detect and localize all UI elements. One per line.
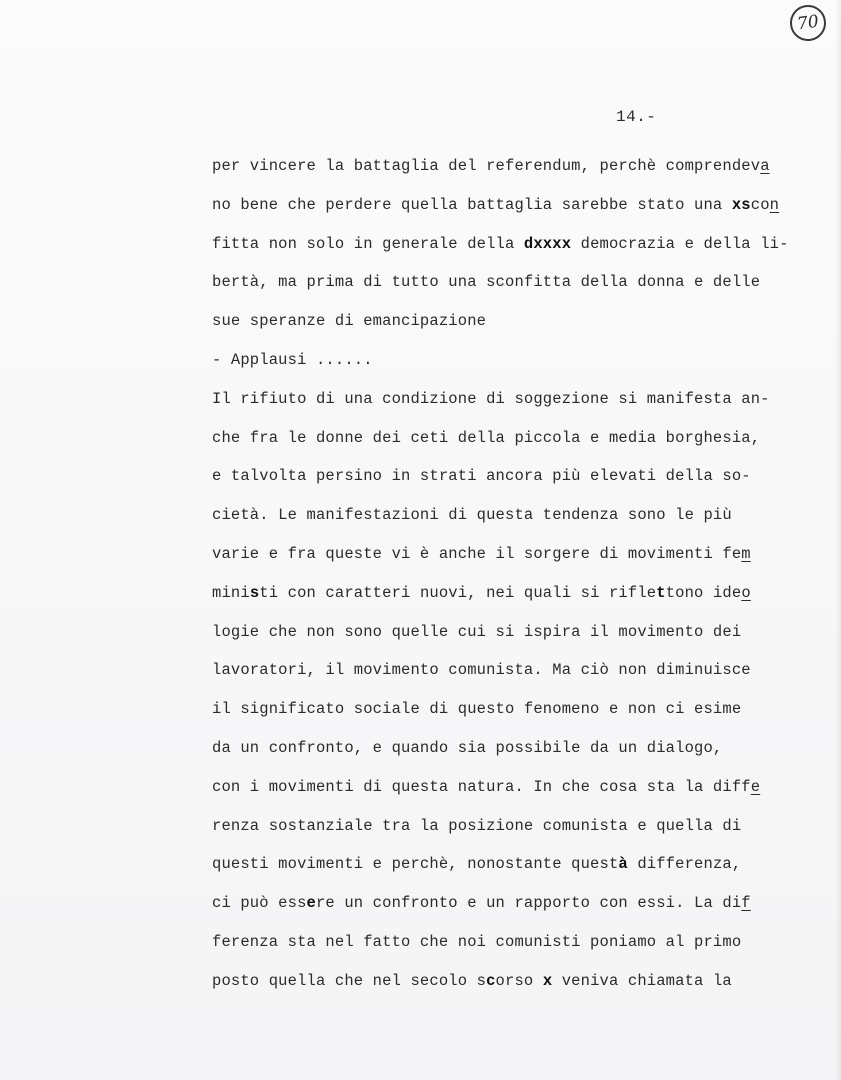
text-line (212, 147, 812, 186)
text-segment: ti con caratteri nuovi, nei quali si rifle (259, 583, 657, 602)
text-line (212, 341, 812, 380)
text-line (212, 613, 812, 652)
text-segment: democrazia e della li- (571, 234, 789, 253)
text-segment: tono ide (665, 583, 742, 602)
typewritten-text (212, 147, 812, 1001)
text-segment: con i movimenti di questa natura. In che cosa sta la diff (212, 777, 751, 796)
text-segment: logie che non sono quelle cui si ispira il movimento dei (212, 622, 742, 641)
text-segment: re un confronto e un rapporto con essi. La di (315, 894, 742, 913)
text-segment: differenza, (627, 855, 742, 874)
text-segment: sue speranze di emancipazione (212, 312, 487, 331)
underlined-hyphenation: n (769, 195, 780, 214)
text-segment: fitta non solo in generale della (212, 234, 524, 253)
text-segment: veniva chiamata la (552, 971, 732, 990)
text-segment: lavoratori, il movimento comunista. Ma ciò non diminuisce (212, 661, 751, 680)
text-line (212, 884, 812, 923)
overtyped-correction: x (542, 971, 553, 990)
text-line (212, 302, 812, 341)
text-segment: per vincere la battaglia del referendum, perchè comprendev (212, 157, 761, 175)
underlined-hyphenation: m (741, 544, 751, 563)
page-number: 14.- (616, 108, 657, 126)
text-segment: questi movimenti e perchè, nonostante quest (212, 855, 619, 874)
text-segment: da un confronto, e quando sia possibile da un dialogo, (212, 738, 723, 757)
overtyped-correction: à (618, 855, 628, 874)
archive-stamp: 70 (788, 3, 829, 44)
text-line (212, 807, 812, 846)
text-line (212, 535, 812, 574)
text-line (212, 457, 812, 496)
text-segment: Il rifiuto di una condizione di soggezione si manifesta an- (212, 389, 770, 408)
underlined-hyphenation: o (741, 583, 751, 602)
overtyped-correction: s (249, 583, 260, 602)
text-segment: renza sostanziale tra la posizione comunista e quella di (212, 816, 742, 835)
text-line (212, 496, 812, 535)
text-segment: cietà. Le manifestazioni di questa tendenza sono le più (212, 506, 732, 525)
text-segment: orso (495, 971, 543, 990)
text-line (212, 419, 812, 458)
text-segment: no bene che perdere quella battaglia sarebbe stato una (212, 195, 732, 214)
text-segment: il significato sociale di questo fenomeno e non ci esime (212, 700, 742, 719)
text-line (212, 225, 812, 264)
text-segment: bertà, ma prima di tutto una sconfitta della donna e delle (212, 273, 761, 292)
underlined-hyphenation: a (760, 157, 770, 175)
text-segment: varie e fra queste vi è anche il sorgere di movimenti fe (212, 544, 742, 563)
text-segment: che fra le donne dei ceti della piccola e media borghesia, (212, 428, 761, 447)
text-line (212, 690, 812, 729)
text-line (212, 962, 812, 1001)
text-segment: ci può ess (212, 894, 307, 913)
text-segment: - Applausi ...... (212, 350, 373, 369)
text-segment: posto quella che nel secolo s (212, 971, 487, 990)
text-line (212, 574, 812, 613)
overtyped-correction: e (306, 894, 316, 913)
underlined-hyphenation: f (741, 894, 751, 913)
underlined-hyphenation: e (750, 777, 761, 796)
text-segment: e talvolta persino in strati ancora più elevati della so- (212, 467, 751, 486)
text-line (212, 380, 812, 419)
text-line (212, 263, 812, 302)
overtyped-correction: c (486, 971, 496, 990)
page-edge-shadow (835, 0, 841, 1080)
text-line (212, 186, 812, 225)
text-line (212, 768, 812, 807)
text-line (212, 845, 812, 884)
text-segment: co (750, 195, 770, 214)
text-line (212, 651, 812, 690)
text-segment: mini (212, 583, 250, 602)
text-line (212, 923, 812, 962)
text-segment: ferenza sta nel fatto che noi comunisti poniamo al primo (212, 932, 742, 951)
overtyped-correction: t (656, 583, 666, 602)
overtyped-correction: dxxxx (523, 234, 572, 253)
overtyped-correction: xs (731, 195, 751, 214)
text-line (212, 729, 812, 768)
